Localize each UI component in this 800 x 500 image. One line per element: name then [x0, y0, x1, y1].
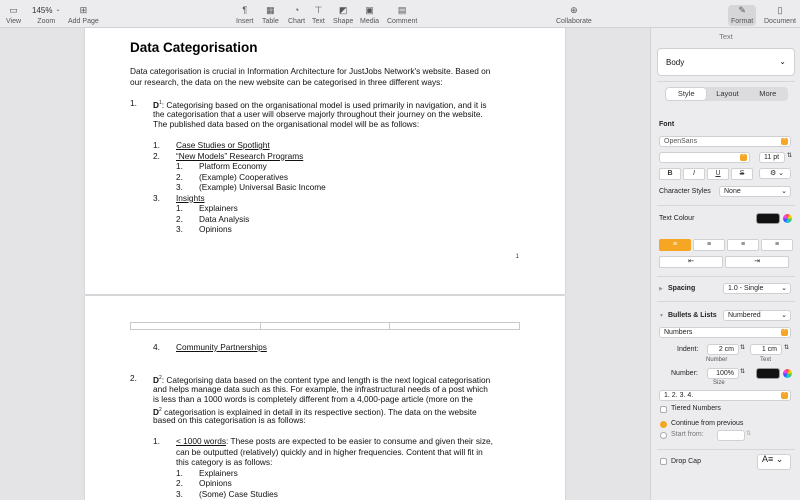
tab-layout[interactable]: Layout: [716, 89, 739, 98]
intro-line-2[interactable]: our research, the data on the new website can be categorised in three different ways:: [130, 76, 443, 87]
s1-line-3[interactable]: this category is as follows:: [176, 457, 273, 467]
text-colour-label: Text Colour: [659, 215, 695, 222]
drop-cap-checkbox[interactable]: [660, 458, 667, 465]
number-colour-swatch[interactable]: [756, 368, 780, 379]
list-number: 2.: [176, 213, 183, 224]
collaborate-icon: ⊕: [570, 5, 578, 15]
inspector-tabs: [665, 87, 788, 101]
list-number: 1.: [176, 203, 183, 213]
image-icon: ▣: [365, 5, 374, 15]
bold-button[interactable]: B: [659, 168, 681, 180]
underline-button[interactable]: U: [707, 168, 729, 180]
list-item[interactable]: Platform Economy: [199, 161, 267, 171]
comment-icon: ▤: [397, 5, 407, 15]
text-button[interactable]: ⊤ Text: [312, 5, 325, 25]
list-number: 1.: [176, 467, 183, 478]
item1-line-3[interactable]: The published data based on the organisational model will be as follows:: [153, 119, 420, 129]
tab-more[interactable]: More: [759, 89, 777, 98]
paragraph-icon: ¶: [242, 5, 248, 15]
size-sublabel: Size: [713, 380, 725, 386]
sidebar-icon: ▭: [9, 5, 18, 15]
font-section-label: Font: [659, 121, 675, 128]
gear-icon: ⚙ ⌄: [769, 170, 785, 177]
format-inspector: [650, 28, 800, 500]
insert-button[interactable]: ¶ Insert: [236, 5, 254, 25]
list-number: 3.: [176, 488, 183, 499]
drop-cap-style-select[interactable]: [757, 454, 791, 470]
align-justify-button[interactable]: ≡: [761, 239, 793, 251]
table-button[interactable]: ▦ Table: [262, 5, 279, 25]
chart-icon: ◔: [293, 5, 300, 15]
list-number: 2.: [176, 478, 183, 488]
font-size-stepper[interactable]: ⇅: [787, 153, 793, 159]
toolbar: [0, 0, 800, 28]
text-indent-field[interactable]: 1 cm: [750, 344, 782, 355]
font-family-select[interactable]: OpenSans ⌃: [659, 136, 791, 147]
alignment-buttons: [659, 239, 795, 251]
view-button[interactable]: ▭ View: [6, 5, 22, 25]
drop-cap-icon: A≡ ⌄: [762, 454, 784, 464]
shape-button[interactable]: ◩ Shape: [333, 5, 354, 25]
colour-wheel-icon[interactable]: [783, 214, 792, 223]
indent-buttons: [659, 256, 791, 268]
spacing-label: Spacing: [668, 285, 696, 292]
add-page-button[interactable]: ⊞ Add Page: [68, 5, 99, 25]
font-size-field[interactable]: 11 pt: [759, 152, 785, 163]
page-1[interactable]: [85, 28, 565, 294]
disclosure-triangle-icon[interactable]: ▼: [659, 313, 664, 319]
comment-button[interactable]: ▤ Comment: [387, 5, 418, 25]
zoom-value: 145%: [32, 6, 53, 15]
list-number: 1.: [153, 140, 160, 150]
document-canvas[interactable]: [0, 28, 650, 500]
page-number: 1: [515, 254, 519, 260]
start-from-field[interactable]: [717, 430, 745, 441]
drop-cap-label: Drop Cap: [671, 458, 701, 465]
list-item[interactable]: (Example) Universal Basic Income: [199, 182, 326, 192]
list-number: 1.: [130, 98, 137, 108]
font-typeface-select[interactable]: [659, 152, 750, 163]
list-item[interactable]: (Example) Cooperatives: [199, 171, 288, 182]
item1-line-1[interactable]: $D^1$: Categorising based on the organisational model is used primarily in navigation, and it is: [153, 99, 487, 110]
chevron-down-icon: ⌄: [779, 57, 786, 66]
chevron-down-icon: ⌄: [781, 188, 787, 195]
list-item[interactable]: Case Studies or Spotlight: [176, 140, 270, 150]
s1-line-2[interactable]: can be outputted (relatively) quickly and in higher frequencies. Content that will fit in: [176, 446, 483, 457]
number-size-field[interactable]: 100%: [707, 368, 739, 379]
stepper-icon: ⌃: [782, 138, 787, 144]
number-indent-field[interactable]: 2 cm: [707, 344, 739, 355]
colour-wheel-icon[interactable]: [783, 369, 792, 378]
stepper-icon: ⌃: [782, 392, 787, 398]
align-left-button[interactable]: ≡: [659, 239, 691, 251]
item1-line-2[interactable]: the categorisation that a user will observe majorly throughout their journey on the website.: [153, 108, 483, 119]
list-item[interactable]: Opinions: [199, 224, 232, 234]
list-number: 4.: [153, 342, 160, 352]
inspector-header: Text: [719, 32, 733, 41]
text-indent-stepper[interactable]: ⇅: [784, 345, 790, 351]
strikethrough-button[interactable]: S: [731, 168, 753, 180]
media-button[interactable]: ▣ Media: [360, 5, 380, 25]
character-styles-select[interactable]: None ⌄: [719, 186, 791, 197]
list-item[interactable]: Insights: [176, 192, 205, 203]
increase-indent-button[interactable]: ⇥: [725, 256, 789, 268]
item2-line-1[interactable]: $D^2$: Categorising data based on the content type and length is the next logical categorisation: [153, 374, 491, 385]
s1-line-1[interactable]: < 1000 words: These posts are expected to be easier to consume and given their size,: [176, 436, 493, 446]
stepper-icon: ⌃: [782, 329, 787, 335]
continue-from-previous-label: Continue from previous: [671, 420, 744, 427]
list-number: 3.: [176, 182, 183, 192]
text-sublabel: Text: [760, 357, 772, 363]
list-item[interactable]: “New Models” Research Programs: [176, 150, 304, 161]
plus-icon: ⊞: [79, 5, 88, 15]
item2-line-2[interactable]: and helps manage data such as this. For example, the infrastructural needs of a post which: [153, 383, 488, 394]
list-number: 2.: [153, 150, 160, 161]
stepper-icon: ⌃: [741, 154, 746, 160]
page-2[interactable]: [85, 296, 565, 500]
number-label: Number:: [671, 370, 698, 377]
text-options-button[interactable]: [759, 168, 791, 179]
doc-title[interactable]: Data Categorisation: [130, 40, 258, 55]
align-right-button[interactable]: ≡: [727, 239, 759, 251]
list-item[interactable]: Opinions: [199, 478, 232, 488]
textbox-icon: ⊤: [314, 5, 323, 15]
table-icon: ▦: [266, 5, 275, 15]
spacing-select[interactable]: 1.0 - Single ⌄: [723, 283, 791, 294]
intro-line-1[interactable]: Data categorisation is crucial in Information Architecture for JustJobs Network's website. Based on: [130, 66, 491, 76]
table-header-strip[interactable]: [130, 322, 520, 330]
list-item[interactable]: Explainers: [199, 203, 238, 213]
document-button[interactable]: ▯ Document: [764, 5, 796, 25]
bullets-lists-label: Bullets & Lists: [668, 312, 717, 319]
start-from-radio[interactable]: [660, 432, 667, 439]
list-number: 2.: [130, 373, 137, 383]
list-number: 3.: [176, 224, 183, 234]
list-type-select[interactable]: Numbers ⌃: [659, 327, 791, 338]
chevron-down-icon: ⌄: [781, 312, 787, 319]
item2-line-3[interactable]: is less than a 1000 words is completely different from a 4,000-page article (more on the: [153, 394, 473, 404]
document-icon: ▯: [777, 5, 783, 15]
decrease-indent-button[interactable]: ⇤: [659, 256, 723, 268]
tiered-numbers-label: Tiered Numbers: [671, 405, 721, 412]
list-number: 2.: [176, 171, 183, 182]
shape-icon: ◩: [338, 5, 348, 15]
item2-line-5[interactable]: based on this categorisation is as follows:: [153, 415, 306, 425]
character-styles-label: Character Styles: [659, 188, 711, 195]
list-number: 1.: [176, 161, 183, 171]
number-sublabel: Number: [706, 357, 728, 363]
start-from-stepper[interactable]: ⇅: [746, 431, 752, 437]
italic-button[interactable]: I: [683, 168, 705, 180]
tab-style[interactable]: Style: [666, 88, 706, 100]
chevron-down-icon: ⌄: [55, 7, 61, 13]
list-number: 1.: [153, 436, 160, 446]
list-item[interactable]: (Some) Case Studies: [199, 488, 278, 499]
list-item[interactable]: Data Analysis: [199, 213, 250, 224]
number-indent-stepper[interactable]: ⇅: [740, 345, 746, 351]
paragraph-style-selector[interactable]: Body ⌄: [657, 48, 795, 76]
zoom-control[interactable]: 145% ⌄ Zoom: [32, 6, 61, 25]
collaborate-button[interactable]: ⊕ Collaborate: [556, 5, 592, 25]
text-colour-swatch[interactable]: [756, 213, 780, 224]
item2-line-4[interactable]: $D^2$ categorisation is explained in detail in its respective section). The data on the website: [153, 406, 477, 417]
number-format-select[interactable]: 1. 2. 3. 4. ⌃: [659, 390, 791, 401]
paintbrush-icon: ✎: [738, 5, 746, 15]
disclosure-triangle-icon[interactable]: ▶: [659, 286, 663, 292]
start-from-label: Start from:: [671, 431, 704, 438]
text-style-buttons: [659, 168, 755, 180]
list-item[interactable]: Community Partnerships: [176, 342, 267, 352]
continue-from-previous-radio[interactable]: [660, 421, 667, 428]
list-number: 3.: [153, 192, 160, 203]
chevron-down-icon: ⌄: [781, 285, 787, 292]
number-size-stepper[interactable]: ⇅: [740, 369, 746, 375]
align-center-button[interactable]: ≡: [693, 239, 725, 251]
tiered-numbers-checkbox[interactable]: [660, 406, 667, 413]
chart-button[interactable]: ◔ Chart: [288, 5, 306, 25]
format-button[interactable]: ✎ Format: [728, 5, 756, 26]
list-item[interactable]: Explainers: [199, 467, 238, 478]
indent-label: Indent:: [677, 346, 699, 353]
bullets-lists-select[interactable]: Numbered ⌄: [723, 310, 791, 321]
